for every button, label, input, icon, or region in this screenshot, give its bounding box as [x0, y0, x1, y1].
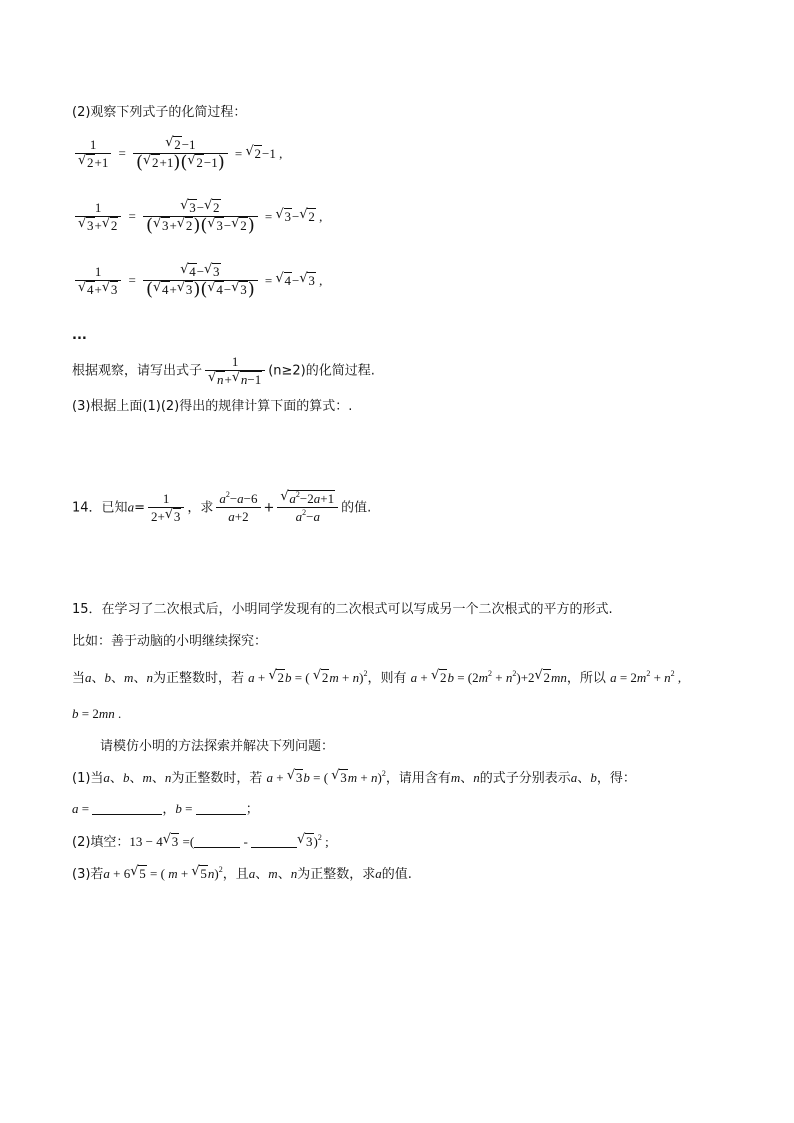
question-15-b-eq: b = 2mn . — [72, 706, 122, 721]
question-15-sub1: (1)当a、b、m、n为正整数时，若 a + √ 3b = ( √ 3m + n)$^2$，请用含有m、n的式子分别表示a、b，得： — [72, 768, 636, 789]
part2-ask: 根据观察，请写出式子 1 √ n+√ n−1 (n≥2)的化简过程. — [72, 353, 375, 389]
question-15-example: 比如：善于动脑的小明继续探究： — [72, 634, 268, 649]
equation-row-1: 1 √ 2+1 = √ $\frac{2-1}{(√ 2+1)(√ 2-1)}$ = √ 2−1 , — [72, 136, 282, 172]
question-14: 14．已知a= $\frac{1}{2+√ 3}$ ，求 $\frac{a^2-a-6}{a+2}$ + √ $\frac{a^2-2a+1}{a^2-a}$ 的值. — [72, 490, 371, 526]
question-15-line3: 当a、b、m、n为正整数时，若 a + √ 2b = ( √ 2m + n)$^2$，则有 a + √ $2b = (2m^2 + n^2)+2√$ 2mn，所以 $a = 2m^2 + n^2$ , — [72, 668, 681, 689]
equation-row-2: 1 √ 3+√ 2 = √ $\frac{3-√ 2}{(√ 3+√ 2)(√ 3-√ 2)}$ = √ 3−√ 2 , — [72, 199, 322, 235]
part2-heading: (2)观察下列式子的化简过程： — [72, 105, 247, 120]
ellipsis: ... — [72, 328, 87, 343]
blank-fill-1[interactable] — [194, 835, 240, 848]
question-15-sub3: (3)若a + 6√ 5 = ( m + √ 5n)$^2$，且a、m、n为正整数，求a的值. — [72, 864, 412, 885]
question-15-sub2: (2)填空：13 − 4√ 3 =( - √ 3)$^2$ ; — [72, 832, 329, 853]
blank-a[interactable] — [92, 802, 162, 815]
question-15-intro: 15．在学习了二次根式后，小明同学发现有的二次根式可以写成另一个二次根式的平方的形式. — [72, 602, 613, 617]
part3-text: (3)根据上面(1)(2)得出的规律计算下面的算式：. — [72, 399, 353, 414]
equation-row-3: 1 √ 4+√ 3 = √ $\frac{4-√ 3}{(√ 4+√ 3)(√ 4-√ 3)}$ = √ 4−√ 3 , — [72, 263, 322, 299]
question-15-sub1-blanks: a = ，b = ； — [72, 801, 259, 817]
blank-b[interactable] — [196, 802, 246, 815]
question-15-please: 请模仿小明的方法探索并解决下列问题： — [100, 739, 335, 754]
blank-fill-2[interactable] — [251, 835, 297, 848]
